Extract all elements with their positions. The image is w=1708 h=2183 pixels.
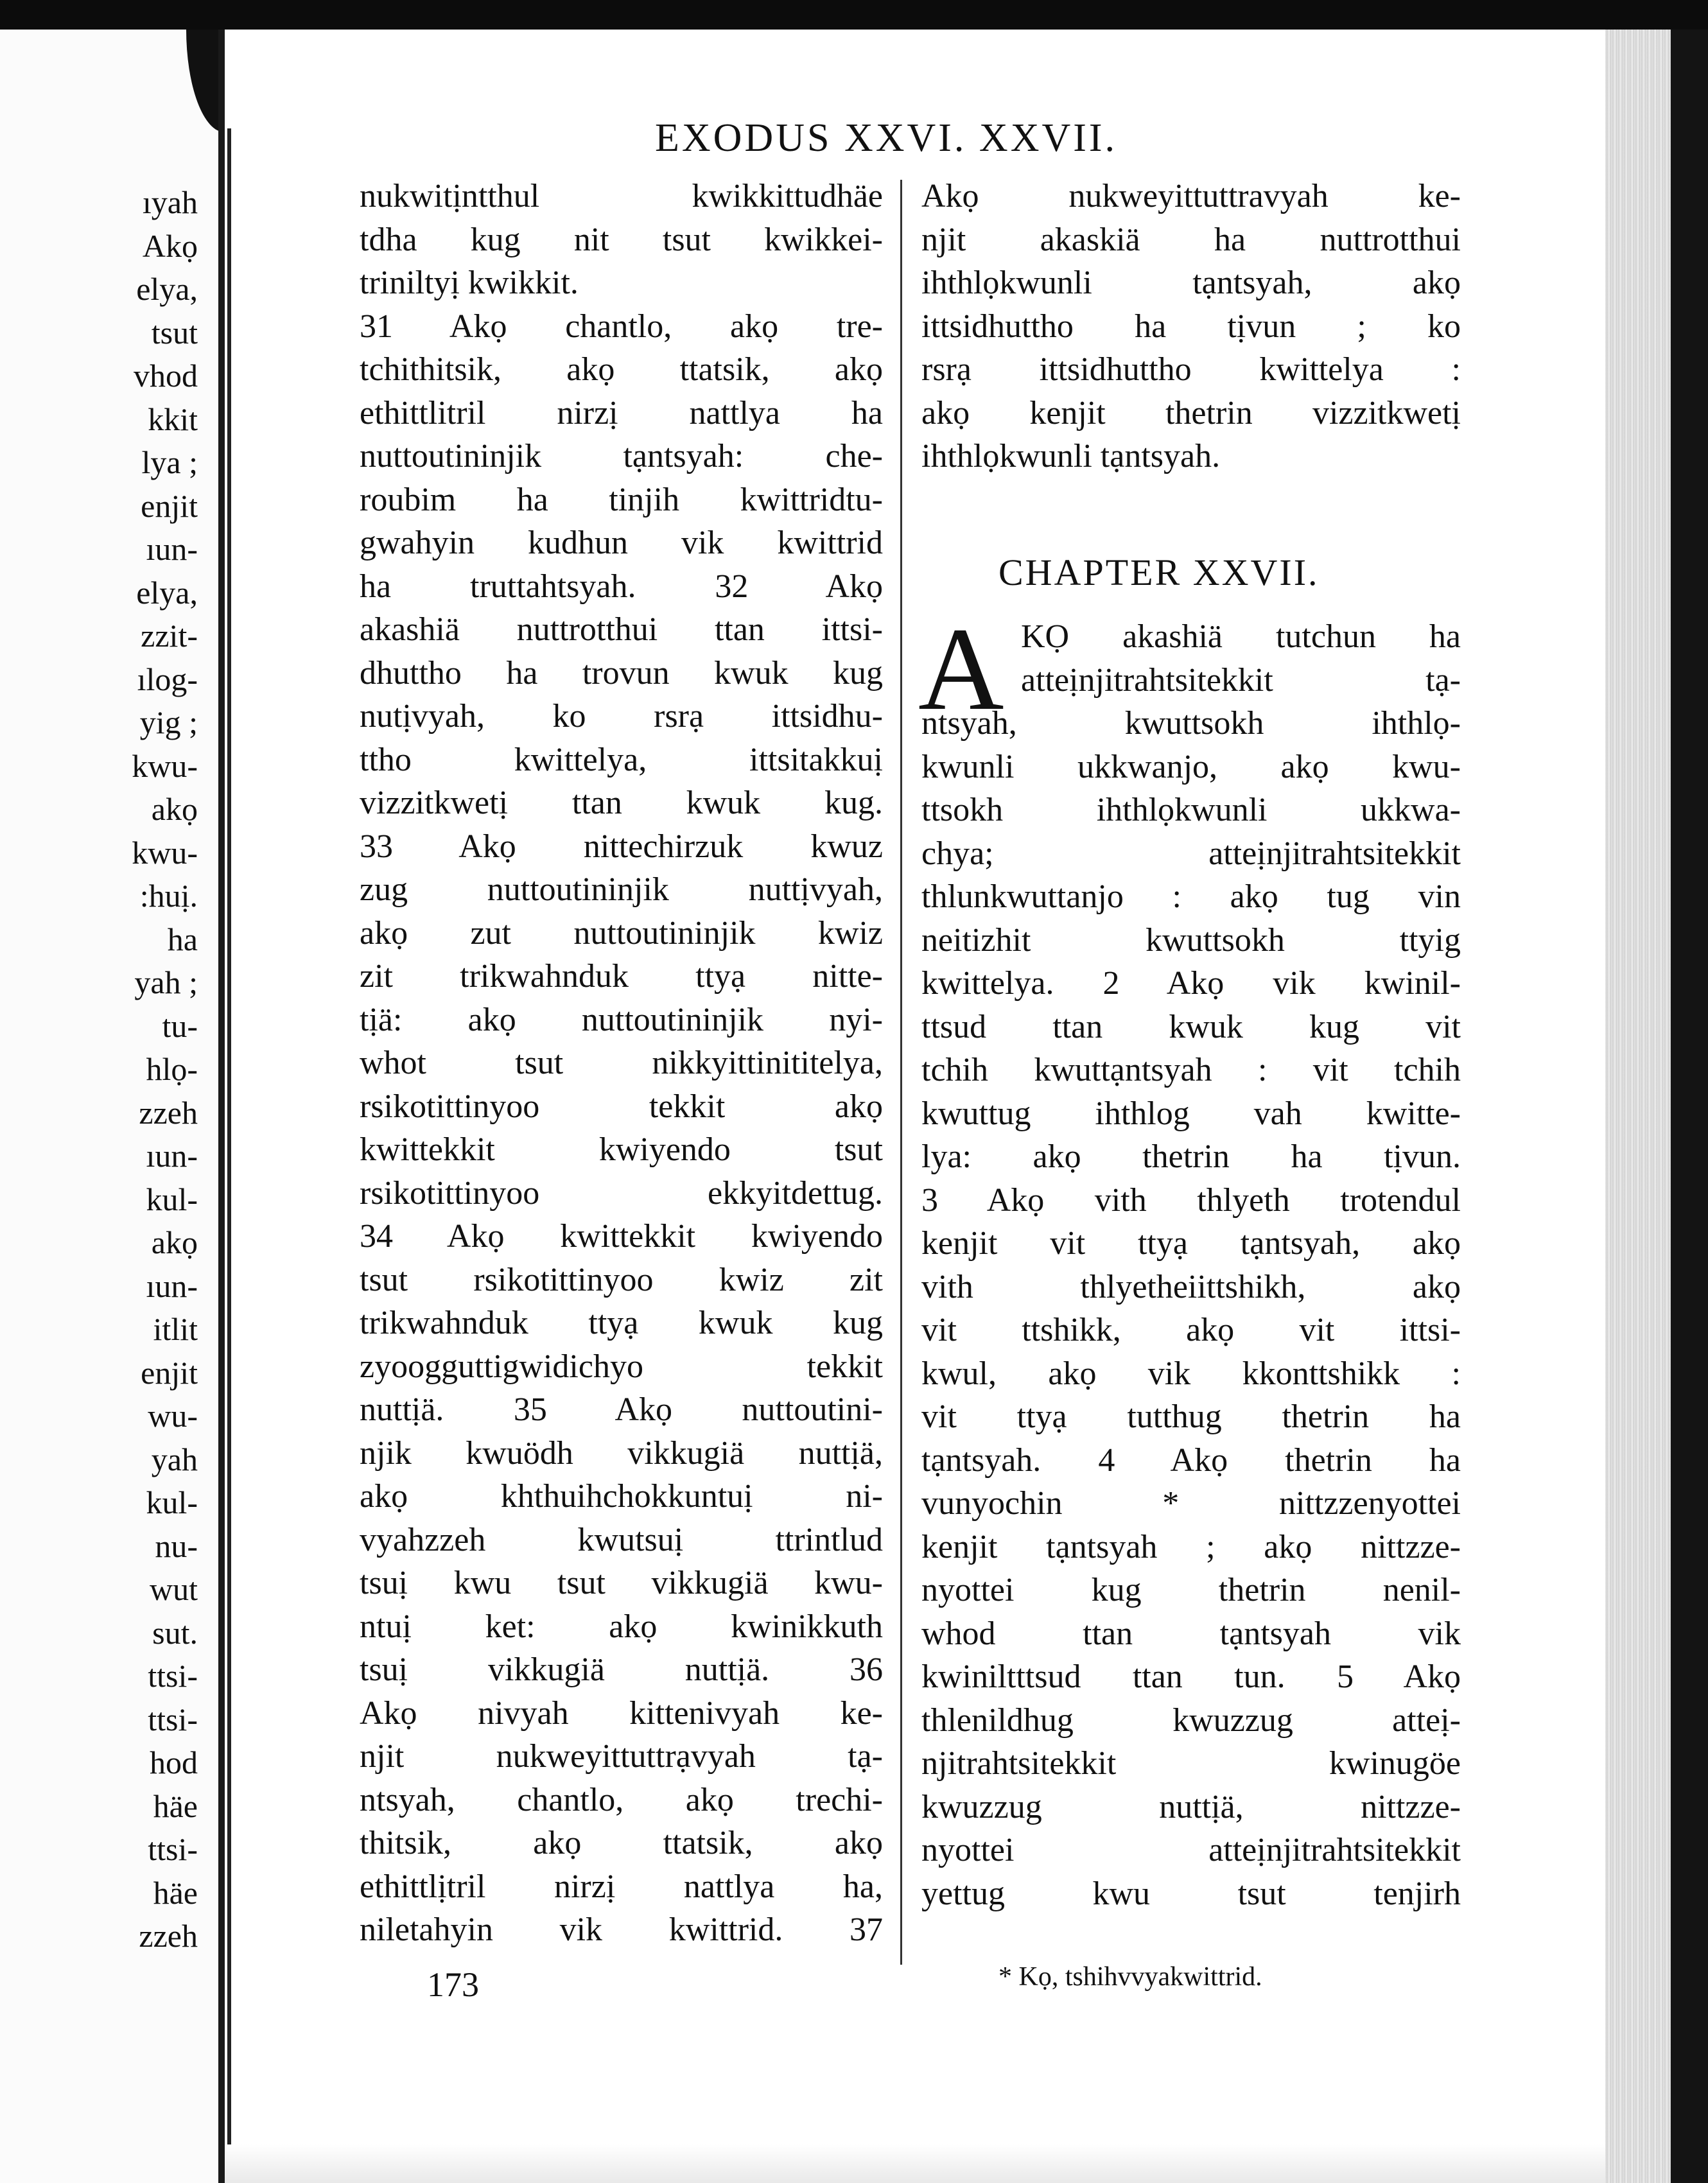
text-line: kenjit tạntsyah ; akọ nittzze-	[921, 1528, 1461, 1565]
text-line: whot tsut nikkyittinititelya,	[360, 1045, 883, 1081]
text-line: ihthlọkwunli tạntsyah, akọ	[921, 265, 1461, 301]
text-line: whod ttan tạntsyah vik	[921, 1615, 1461, 1652]
text-line: tchih kwuttạntsyah : vit tchih	[921, 1052, 1461, 1088]
text-line: 31 Akọ chantlo, akọ tre-	[360, 308, 883, 345]
fragment-line: hlọ-	[146, 1051, 198, 1087]
fragment-line: yig ;	[139, 704, 198, 740]
fragment-line: vhod	[134, 358, 198, 394]
fragment-line: :huị.	[139, 878, 198, 914]
fragment-line: hod	[150, 1744, 198, 1780]
fragment-line: ıun-	[146, 531, 198, 567]
fragment-line: zzit-	[141, 618, 198, 654]
fragment-line: ttsi-	[148, 1658, 198, 1694]
text-line: trikwahnduk ttyạ kwuk kug	[360, 1305, 883, 1341]
text-line: zit trikwahnduk ttyạ nitte-	[360, 958, 883, 995]
fragment-line: ttsi-	[148, 1831, 198, 1867]
text-line: 33 Akọ nittechirzuk kwuz	[360, 828, 883, 865]
page-bottom-shadow	[225, 2144, 1605, 2183]
fragment-line: sut.	[152, 1614, 198, 1651]
text-line: kenjit vit ttyạ tạntsyah, akọ	[921, 1225, 1461, 1262]
text-line: lya: akọ thetrin ha tịvun.	[921, 1138, 1461, 1175]
text-line: akashiä nuttrotthui ttan ittsi-	[360, 611, 883, 648]
text-line: nukwitịntthul kwikkittudhäe	[360, 178, 883, 214]
fragment-line: kwu-	[132, 747, 198, 784]
column-divider	[900, 180, 902, 1965]
text-line: 3 Akọ vith thlyeth trotendul	[921, 1181, 1461, 1219]
fragment-line: zzeh	[139, 1094, 198, 1131]
fragment-line: Akọ	[142, 227, 198, 264]
page-number: 173	[427, 1965, 479, 2004]
text-line: nuttịä. 35 Akọ nuttoutini-	[360, 1391, 883, 1428]
text-line: akọ kenjit thetrin vizzitkwetị	[921, 394, 1461, 431]
text-line: zug nuttoutininjik nuttịvyah,	[360, 871, 883, 908]
fragment-line: ıun-	[146, 1138, 198, 1174]
text-line: vunyochin * nittzzenyottei	[921, 1485, 1461, 1522]
fragment-line: enjit	[141, 487, 198, 524]
text-line: ha truttahtsyah. 32 Akọ	[360, 568, 883, 605]
fragment-line: ılog-	[137, 661, 198, 697]
text-column-right	[921, 175, 1461, 478]
fragment-line: tsut	[151, 314, 198, 351]
text-line: zyoogguttigwidichyo tekkit	[360, 1348, 883, 1385]
text-line: akọ zut nuttoutininjik kwiz	[360, 914, 883, 952]
text-line: atteịnjitrahtsitekkit tạ-	[1021, 661, 1461, 699]
text-line: tịä: akọ nuttoutininjik nyi-	[360, 1001, 883, 1038]
text-line: vith thlyetheiittshikh, akọ	[921, 1268, 1461, 1305]
text-column-right-indented	[1021, 615, 1461, 702]
text-line: ttsud ttan kwuk kug vit	[921, 1008, 1461, 1045]
text-line: thitsik, akọ ttatsik, akọ	[360, 1825, 883, 1861]
text-line: kwunli ukkwanjo, akọ kwu-	[921, 748, 1461, 785]
text-column-right-lower	[921, 702, 1461, 1915]
fragment-line: enjit	[141, 1354, 198, 1391]
fragment-line: wu-	[148, 1398, 198, 1434]
fragment-line: yah ;	[134, 964, 198, 1000]
fragment-line: elya,	[136, 574, 198, 611]
text-line: dhuttho ha trovun kwuk kug	[360, 654, 883, 691]
text-line: kwuzzug nuttịä, nittzze-	[921, 1788, 1461, 1825]
text-line: kwittelya. 2 Akọ vik kwinil-	[921, 965, 1461, 1002]
drop-cap: A	[918, 604, 1004, 735]
text-line: tsuị kwu tsut vikkugiä kwu-	[360, 1565, 883, 1601]
text-line: Akọ nukweyittuttravyah ke-	[921, 178, 1461, 214]
fragment-line: nu-	[155, 1527, 198, 1564]
fragment-line: ıun-	[146, 1267, 198, 1304]
text-line: vit ttshikk, akọ vit ittsi-	[921, 1312, 1461, 1348]
text-line: 34 Akọ kwittekkit kwiyendo	[360, 1218, 883, 1255]
fragment-line: akọ	[151, 791, 198, 827]
fragment-line: tu-	[162, 1007, 198, 1044]
fragment-line: häe	[153, 1874, 198, 1911]
text-line: ihthlọkwunli tạntsyah.	[921, 438, 1221, 474]
fragment-line: ha	[167, 921, 198, 957]
text-line: nyottei kug thetrin nenil-	[921, 1572, 1461, 1608]
fragment-line: kwu-	[132, 834, 198, 871]
text-line: kwittekkit kwiyendo tsut	[360, 1131, 883, 1168]
text-line: kwiniltttsud ttan tun. 5 Akọ	[921, 1658, 1461, 1695]
text-line: rsikotittinyoo tekkit akọ	[360, 1088, 883, 1125]
text-line: njit nukweyittuttrạvyah tạ-	[360, 1738, 883, 1775]
text-line: nuttoutininjik tạntsyah: che-	[360, 438, 883, 474]
text-line: vizzitkwetị ttan kwuk kug.	[360, 785, 883, 821]
footnote: * Kọ, tshihvvyakwittrid.	[998, 1962, 1262, 1992]
text-line: njik kwuödh vikkugiä nuttịä,	[360, 1434, 883, 1472]
text-line: Akọ nivyah kittenivyah ke-	[360, 1694, 883, 1732]
fragment-line: yah	[151, 1441, 198, 1477]
fragment-line: kul-	[146, 1484, 198, 1520]
facing-page-gutter	[218, 30, 225, 2183]
facing-page-text-fragments	[5, 181, 198, 1958]
text-line: gwahyin kudhun vik kwittrid	[360, 525, 883, 561]
text-line: akọ khthuihchokkuntuị ni-	[360, 1478, 883, 1515]
text-line: yettug kwu tsut tenjirh	[921, 1875, 1461, 1912]
text-line: ttsokh ihthlọkwunli ukkwa-	[921, 792, 1461, 828]
book-edge-pages	[1605, 30, 1708, 2183]
text-line: ntsyah, chantlo, akọ trechi-	[360, 1781, 883, 1818]
text-line: rsrạ ittsidhuttho kwittelya :	[921, 351, 1461, 388]
fragment-line: ıyah	[142, 184, 198, 220]
fragment-line: kkit	[148, 401, 198, 437]
text-line: kwuttug ihthlog vah kwitte-	[921, 1095, 1461, 1132]
chapter-heading: CHAPTER XXVII.	[998, 552, 1320, 593]
text-line: neitizhit kwuttsokh ttyig	[921, 921, 1461, 959]
text-line: tsut rsikotittinyoo kwiz zit	[360, 1261, 883, 1298]
scan-right-edge	[1671, 30, 1708, 2183]
fragment-line: akọ	[151, 1224, 198, 1260]
text-line: ittsidhuttho ha tịvun ; ko	[921, 308, 1461, 345]
text-line: njitrahtsitekkit kwinugöe	[921, 1745, 1461, 1782]
text-line: tạntsyah. 4 Akọ thetrin ha	[921, 1441, 1461, 1479]
text-line: thlunkwuttanjo : akọ tug vin	[921, 878, 1461, 915]
text-column-left	[360, 175, 883, 1952]
running-header: EXODUS XXVI. XXVII.	[655, 116, 1118, 160]
text-line: ttho kwittelya, ittsitakkuị	[360, 741, 883, 778]
facing-page-left	[0, 30, 225, 2183]
fragment-line: zzeh	[139, 1918, 198, 1954]
text-line: vyahzzeh kwutsuị ttrintlud	[360, 1521, 883, 1558]
text-line: tchithitsik, akọ ttatsik, akọ	[360, 351, 883, 388]
text-line: ethittlịtril nirzị nattlya ha,	[360, 1868, 883, 1905]
fragment-line: wut	[150, 1571, 198, 1607]
fragment-line: häe	[153, 1787, 198, 1824]
text-line: tdha kug nit tsut kwikkei-	[360, 221, 883, 258]
text-line: KỌ akashiä tutchun ha	[1021, 618, 1461, 655]
text-line: tsuị vikkugiä nuttịä. 36	[360, 1651, 883, 1688]
fragment-line: ttsi-	[148, 1701, 198, 1737]
text-line: thlenildhug kwuzzug atteị-	[921, 1701, 1461, 1739]
text-line: vit ttyạ tutthug thetrin ha	[921, 1398, 1461, 1435]
text-line: ethittlitril nirzị nattlya ha	[360, 394, 883, 431]
binding-gutter	[227, 128, 231, 2157]
text-line: triniltyị kwikkit.	[360, 265, 579, 301]
text-line: chya; atteịnjitrahtsitekkit	[921, 835, 1461, 872]
text-line: rsikotittinyoo ekkyitdettug.	[360, 1174, 883, 1212]
text-line: nutịvyah, ko rsrạ ittsidhu-	[360, 698, 883, 735]
text-line: nyottei atteịnjitrahtsitekkit	[921, 1832, 1461, 1868]
text-line: roubim ha tinjih kwittridtu-	[360, 481, 883, 518]
scan-top-edge	[0, 0, 1708, 30]
fragment-line: elya,	[136, 271, 198, 307]
text-line: ntsyah, kwuttsokh ihthlọ-	[921, 705, 1461, 742]
fragment-line: itlit	[153, 1311, 198, 1347]
text-line: kwul, akọ vik kkonttshikk :	[921, 1355, 1461, 1392]
text-line: niletahyin vik kwittrid. 37	[360, 1911, 883, 1948]
text-line: ntuị ket: akọ kwinikkuth	[360, 1608, 883, 1645]
fragment-line: kul-	[146, 1181, 198, 1217]
text-line: njit akaskiä ha nuttrotthui	[921, 221, 1461, 258]
fragment-line: lya ;	[141, 444, 198, 480]
